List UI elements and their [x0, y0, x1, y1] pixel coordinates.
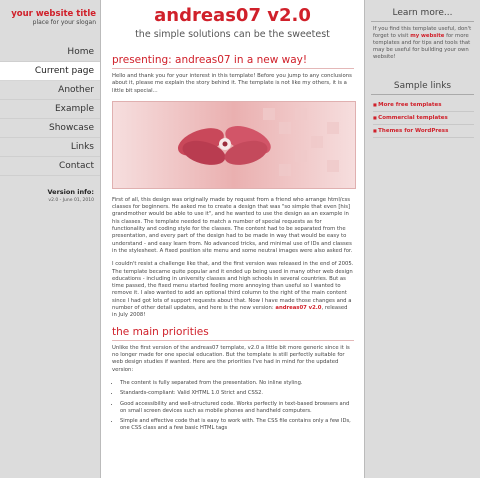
left-sidebar — [0, 0, 100, 478]
version-link[interactable]: andreas07 v2.0 — [275, 305, 322, 312]
content — [101, 40, 364, 431]
learn-more-text-b: for more templates and for tips and tools that may be useful for building your own website! — [373, 33, 471, 60]
main-column — [100, 0, 365, 478]
my-website-link[interactable]: my website — [410, 33, 445, 39]
learn-more-text — [365, 22, 480, 61]
section-heading-priorities: the main priorities — [112, 326, 354, 341]
link-commercial-templates[interactable]: ■ Commercial templates — [373, 112, 474, 125]
logo-title[interactable]: andreas07 v2.0 — [154, 5, 311, 26]
section-heading-presenting: presenting: andreas07 in a new way! — [112, 54, 354, 69]
sample-links-heading: Sample links — [371, 73, 474, 95]
story-paragraph: First of all, this design was originally made by request from a friend who arrange html/css classes for beginners. He asked me to create a design that was "so simple that even [his] grandmother would be able to use it", and he wanted to use the design as an example in his classes. The template needed to match a number of special requests as for functionality and coding style for the classes. The content had to be separated from the presentation, and every part of the design had to be made in way that would be easy to understand - and easy learn from. No advanced tricks, and minimal use of IDs and classes in the stylesheet. A fixed position site menu and some neutral images were also asked for. — [112, 196, 353, 254]
right-sidebar — [365, 0, 480, 478]
nav-item-another[interactable]: Another — [0, 81, 100, 100]
release-text: I couldn't resist a challenge like that, and the first version was released in the end of 2005. The template became quite popular and it ended up being used in many other web design educations - including in university classes and high schools in several countries. But as time passed, the fixed menu started feeling more annoying than useful so I wanted to remove it. I also wanted to add an optional third column to the right of the main content since I had got lots of support requests about that. Now I have made those changes and a number of other detail updates, and here is the new version: — [112, 261, 354, 312]
nav-item-showcase[interactable]: Showcase — [0, 119, 100, 138]
list-item: • Standards-compliant: Valid XHTML 1.0 Strict and CSS2. — [120, 390, 354, 397]
list-item: • Good accessibility and well-structured code. Works perfectly in text-based browsers and on small screen devices such as mobile phones and handheld computers. — [120, 401, 354, 414]
list-item: • Simple and effective code that is easy to work with. The CSS file contains only a few IDs, one CSS class and a few basic HTML tags — [120, 418, 354, 431]
nav-item-contact[interactable]: Contact — [0, 157, 100, 176]
nav-item-current-page[interactable]: Current page — [0, 62, 100, 81]
list-item: • The content is fully separated from the presentation. No inline styling. — [120, 380, 354, 387]
nav-item-links[interactable]: Links — [0, 138, 100, 157]
intro-paragraph: Hello and thank you for your interest in this template! Before you jump to any conclusions about it, please me explain the story behind it. The template is not like my others, it is a little bit special... — [112, 73, 352, 94]
flower-icon — [113, 102, 355, 188]
sample-links-list — [365, 95, 480, 138]
learn-more-heading: Learn more... — [371, 0, 474, 22]
learn-more-text-a: If you find this template useful, don't forget to visit — [373, 26, 472, 39]
release-paragraph — [112, 261, 354, 319]
release-date-text: , released in July 2008! — [112, 305, 348, 319]
tagline: the simple solutions can be the sweetest — [135, 29, 330, 40]
main-nav — [0, 43, 100, 176]
nav-item-example[interactable]: Example — [0, 100, 100, 119]
link-more-free-templates[interactable]: ■ More free templates — [373, 99, 474, 112]
site-title[interactable]: your website title — [11, 9, 96, 19]
link-themes-for-wordpress[interactable]: ■ Themes for WordPress — [373, 125, 474, 138]
site-slogan: place for your slogan — [32, 19, 96, 26]
nav-item-home[interactable]: Home — [0, 43, 100, 62]
priorities-paragraph: Unlike the first version of the andreas07 template, v2.0 a little bit more generic since it is no longer made for one special education. But the template is still perfectly suitable for web design studies if wanted. Here are the priorities I've had in mind for the updated version: — [112, 344, 350, 373]
version-title: Version info: — [47, 188, 94, 196]
hero-flower-image — [112, 101, 356, 189]
priorities-list — [120, 380, 354, 432]
version-text: v2.0 - June 01, 2010 — [48, 198, 94, 203]
